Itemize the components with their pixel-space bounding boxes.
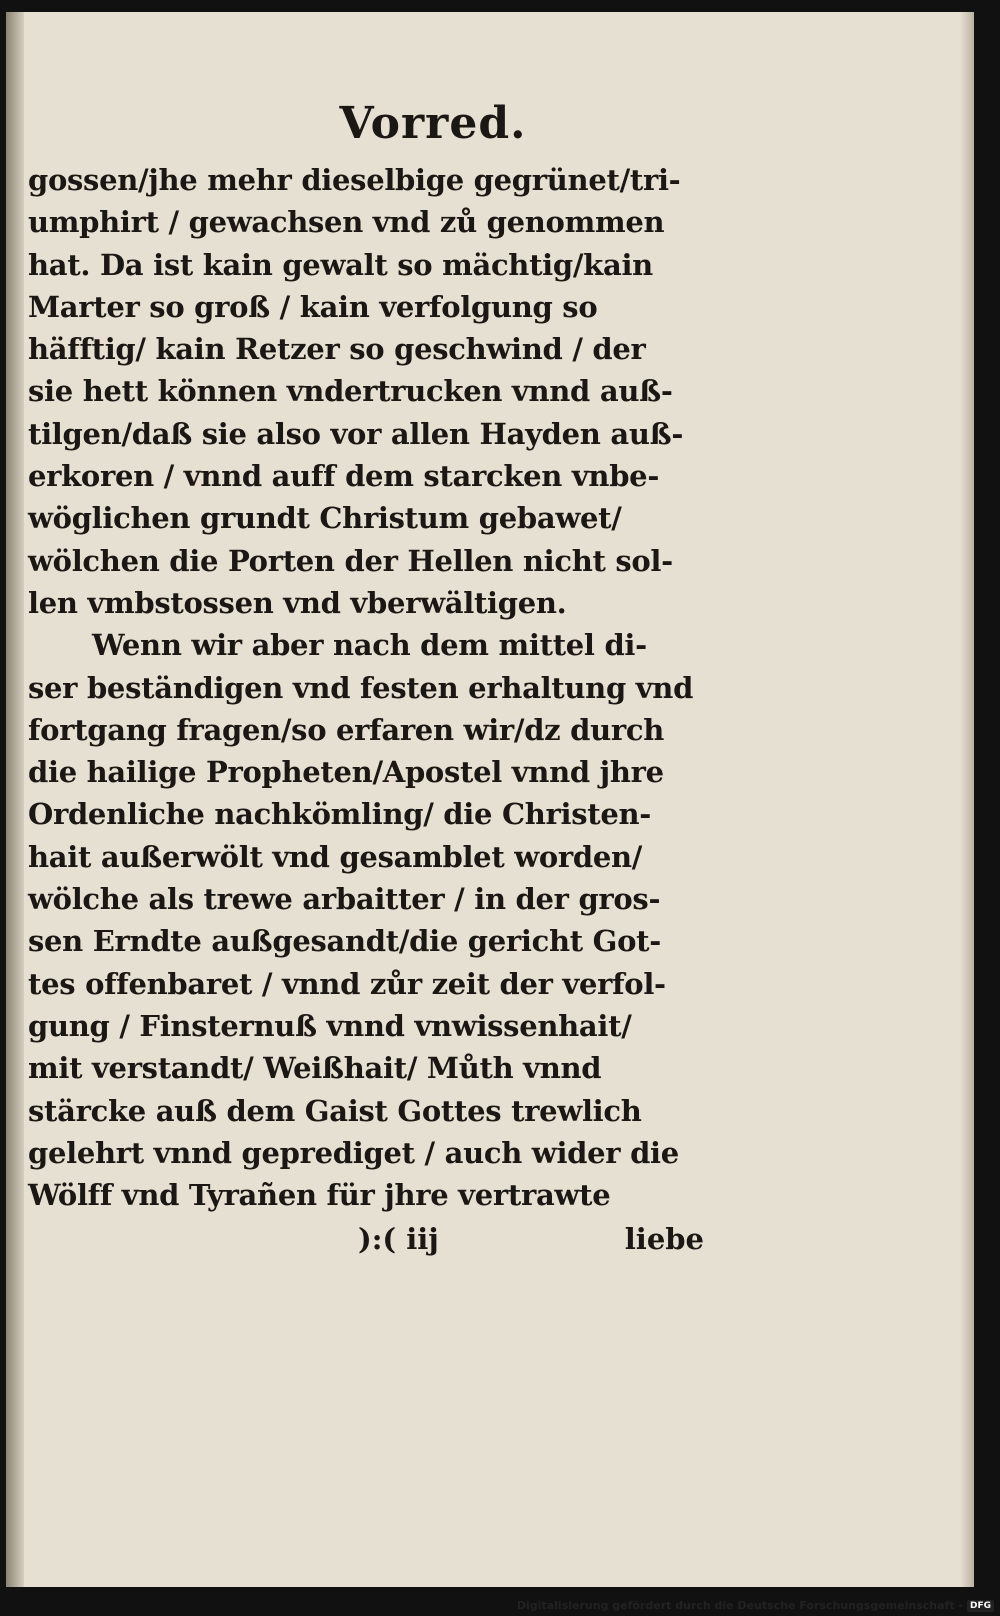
paragraph-2 xyxy=(28,624,718,1216)
text-line: Ordenliche nachkömling/ die Christen- xyxy=(28,797,651,832)
text-line: tilgen/daß sie also vor allen Hayden auß- xyxy=(28,416,684,451)
text-line: wölchen die Porten der Hellen nicht sol- xyxy=(28,543,673,578)
page-gutter xyxy=(6,12,24,1587)
text-line: Marter so groß / kain verfolgung so xyxy=(28,289,598,324)
paragraph-1 xyxy=(28,159,718,624)
text-line: Wenn wir aber nach dem mittel di- xyxy=(92,628,647,663)
text-line: hait außerwölt vnd gesamblet worden/ xyxy=(28,839,643,874)
text-line: umphirt / gewachsen vnd zů genommen xyxy=(28,205,665,240)
text-line: sen Erndte außgesandt/die gericht Got- xyxy=(28,924,661,959)
text-line: häfftig/ kain Retzer so geschwind / der xyxy=(28,332,646,367)
text-line: wölche als trewe arbaitter / in der gros- xyxy=(28,882,661,917)
signature-mark: ):( iij xyxy=(358,1222,439,1257)
text-line: erkoren / vnnd auff dem starcken vnbe- xyxy=(28,459,660,494)
book-page xyxy=(6,12,974,1587)
text-line: tes offenbaret / vnnd zůr zeit der verfol- xyxy=(28,966,666,1001)
text-line: gung / Finsternuß vnnd vnwissenhait/ xyxy=(28,1008,632,1043)
footer-text: Digitalisierung gefördert durch die Deutsche Forschungsgemeinschaft - xyxy=(516,1599,963,1612)
text-block xyxy=(28,98,718,1260)
text-line: len vmbstossen vnd vberwältigen. xyxy=(28,585,567,620)
text-line: sie hett können vndertrucken vnnd auß- xyxy=(28,374,673,409)
signature-line xyxy=(28,1218,718,1260)
text-line: wöglichen grundt Christum gebawet/ xyxy=(28,501,622,536)
text-line: mit verstandt/ Weißhait/ Můth vnnd xyxy=(28,1051,602,1086)
text-line: Wölff vnd Tyrañen für jhre vertrawte xyxy=(28,1178,611,1213)
text-line: die hailige Propheten/Apostel vnnd jhre xyxy=(28,755,664,790)
text-line: stärcke auß dem Gaist Gottes trewlich xyxy=(28,1093,642,1128)
running-head: Vorred. xyxy=(339,98,527,149)
text-line: ser beständigen vnd festen erhaltung vnd xyxy=(28,670,694,705)
digitization-footer xyxy=(517,1599,994,1612)
text-line: gelehrt vnnd geprediget / auch wider die xyxy=(28,1135,679,1170)
dfg-logo: DFG xyxy=(967,1600,994,1612)
page-edge xyxy=(960,12,974,1587)
text-line: fortgang fragen/so erfaren wir/dz durch xyxy=(28,712,665,747)
text-line: gossen/jhe mehr dieselbige gegrünet/tri- xyxy=(28,163,681,197)
text-line: hat. Da ist kain gewalt so mächtig/kain xyxy=(28,247,653,282)
catchword: liebe xyxy=(624,1222,704,1257)
